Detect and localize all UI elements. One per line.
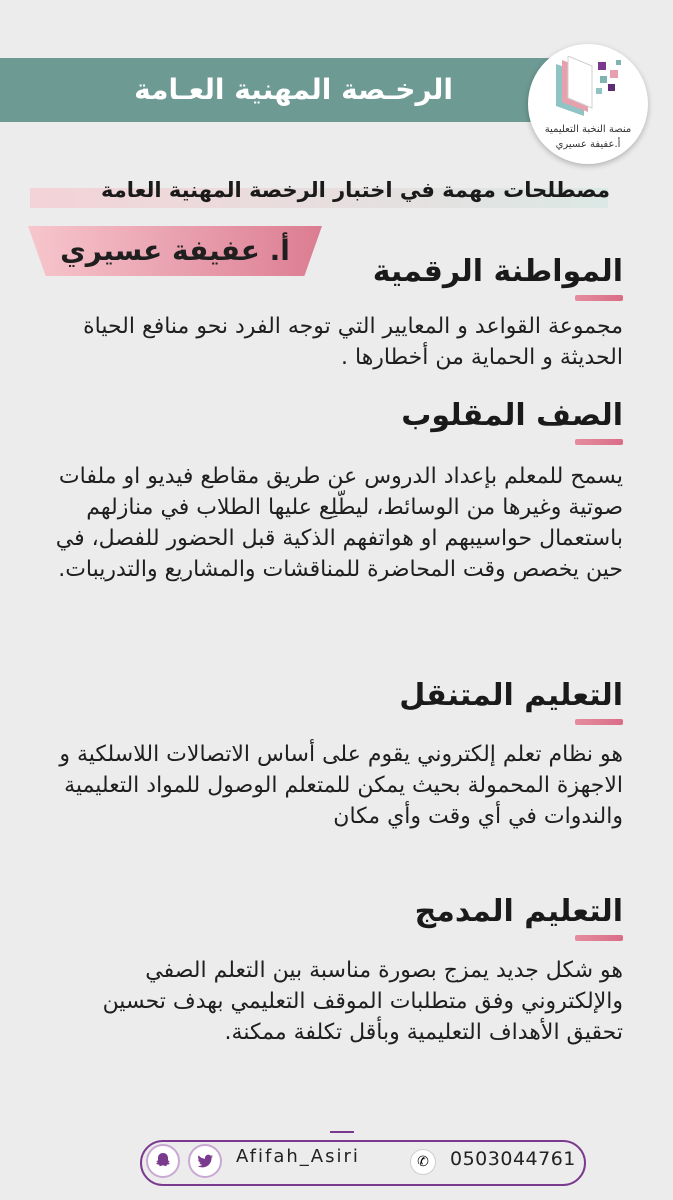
section-body: يسمح للمعلم بإعداد الدروس عن طريق مقاطع فيديو او ملفات صوتية وغيرها من الوسائط، ليطّلِع عليها الطلاب في منازلهم باستعمال حواسيبهم او هواتفهم الذكية قبل الحضور للفصل، في حين يخصص وقت المحاضرة للمناقشات والمشاريع والتدريبات. bbox=[55, 464, 623, 582]
whatsapp-icon[interactable]: ✆ bbox=[410, 1149, 436, 1175]
section-title: المواطنة الرقمية bbox=[372, 254, 623, 289]
twitter-icon[interactable] bbox=[188, 1144, 222, 1178]
author-name: أ. عفيفة عسيري bbox=[60, 234, 290, 267]
section-underline bbox=[575, 719, 623, 725]
footer-divider bbox=[330, 1131, 354, 1133]
section-underline bbox=[575, 935, 623, 941]
section-underline bbox=[575, 295, 623, 301]
section-digital-citizenship bbox=[83, 252, 623, 373]
section-underline bbox=[575, 439, 623, 445]
section-flipped-classroom bbox=[48, 396, 623, 585]
subtitle: مصطلحات مهمة في اختبار الرخصة المهنية العامة bbox=[100, 178, 610, 202]
section-mobile-learning bbox=[48, 676, 623, 832]
logo-line-author: أ.عفيفة عسيري bbox=[555, 139, 621, 150]
section-blended-learning bbox=[48, 892, 623, 1048]
section-body: مجموعة القواعد و المعايير التي توجه الفرد نحو منافع الحياة الحديثة و الحماية من أخطارها . bbox=[83, 314, 623, 370]
logo bbox=[528, 44, 648, 164]
section-body: هو شكل جديد يمزج بصورة مناسبة بين التعلم الصفي والإلكتروني وفق متطلبات الموقف التعليمي بهدف تحسين تحقيق الأهداف التعليمية وبأقل تكلفة ممكنة. bbox=[102, 958, 623, 1045]
social-handle[interactable]: Afifah_Asiri bbox=[236, 1146, 360, 1167]
logo-line-platform: منصة النخبة التعليمية bbox=[544, 124, 632, 135]
subtitle-block bbox=[30, 178, 610, 212]
book-logo-icon bbox=[550, 56, 626, 122]
phone-number[interactable]: 0503044761 bbox=[450, 1148, 576, 1170]
page-title: الرخـصة المهنية العـامة bbox=[134, 73, 453, 106]
section-title: التعليم المدمج bbox=[414, 894, 623, 929]
section-title: التعليم المتنقل bbox=[399, 678, 623, 713]
section-title: الصف المقلوب bbox=[401, 398, 623, 433]
snapchat-icon[interactable] bbox=[146, 1144, 180, 1178]
section-body: هو نظام تعلم إلكتروني يقوم على أساس الاتصالات اللاسلكية و الاجهزة المحمولة بحيث يمكن للمتعلم الوصول للمواد التعليمية والندوات في أي وقت وأي مكان bbox=[59, 742, 623, 829]
